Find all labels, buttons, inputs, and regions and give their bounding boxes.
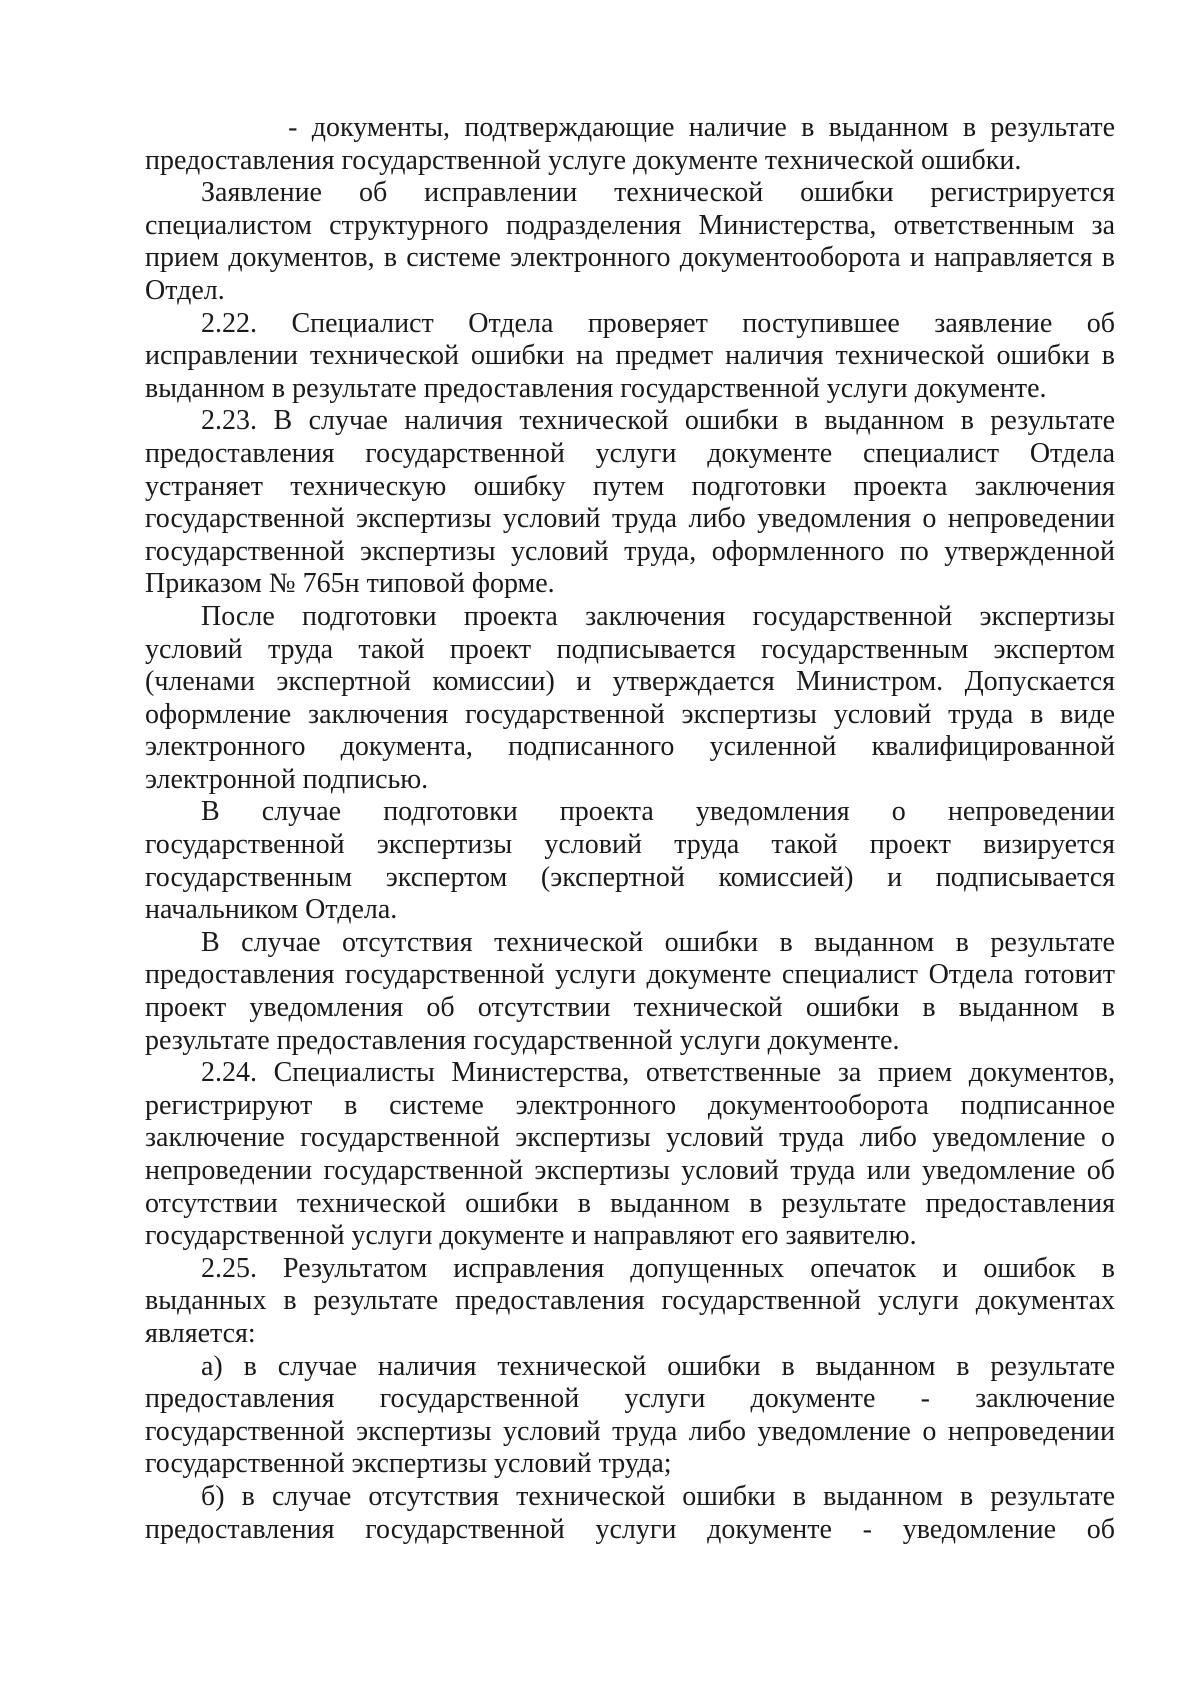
text-line: государственной экспертизы условий труда такой проект визируется — [145, 829, 1115, 861]
text-line: регистрируют в системе электронного документооборота подписанное — [145, 1089, 1115, 1121]
text-line: результате предоставления государственной услуги документе. — [145, 1024, 900, 1056]
paragraph — [145, 405, 1115, 601]
text-line: государственной экспертизы условий труда либо уведомление о непроведении — [145, 1415, 1115, 1447]
text-line: (членами экспертной комиссии) и утверждается Министром. Допускается — [145, 666, 1115, 698]
text-line: 2.23. В случае наличия технической ошибки в выданном в результате — [201, 405, 1115, 437]
paragraph — [145, 927, 1115, 1057]
text-line: проект уведомления об отсутствии технической ошибки в выданном в — [145, 992, 1115, 1024]
paragraph — [145, 1253, 1115, 1351]
text-line: Заявление об исправлении технической ошибки регистрируется — [201, 177, 1115, 209]
paragraph — [145, 1481, 1115, 1546]
text-line: государственной экспертизы условий труда, оформленного по утвержденной — [145, 535, 1115, 567]
text-line: отсутствии технической ошибки в выданном в результате предоставления — [145, 1187, 1115, 1219]
text-line: 2.25. Результатом исправления допущенных опечаток и ошибок в — [201, 1252, 1115, 1284]
text-line: 2.22. Специалист Отдела проверяет поступившее заявление об — [201, 307, 1115, 339]
paragraph — [145, 1057, 1115, 1253]
text-line: начальником Отдела. — [145, 894, 398, 926]
text-line: - документы, подтверждающие наличие в выданном в результате — [145, 112, 1115, 143]
text-line: Приказом № 765н типовой форме. — [145, 568, 555, 600]
text-line: специалистом структурного подразделения Министерства, ответственным за — [145, 209, 1115, 241]
text-line: прием документов, в системе электронного документооборота и направляется в — [145, 242, 1115, 274]
text-line: заключение государственной экспертизы условий труда либо уведомление о — [145, 1122, 1115, 1154]
text-line: выданном в результате предоставления государственной услуги документе. — [145, 372, 1047, 404]
text-line: электронной подписью. — [145, 763, 429, 795]
paragraph — [145, 601, 1115, 797]
text-line: выданных в результате предоставления государственной услуги документах — [145, 1285, 1115, 1317]
text-line: государственной услуги документе и направляют его заявителю. — [145, 1220, 917, 1252]
paragraph — [145, 112, 1115, 177]
text-line: Отдел. — [145, 274, 225, 306]
text-line: является: — [145, 1317, 256, 1349]
text-line: 2.24. Специалисты Министерства, ответственные за прием документов, — [201, 1057, 1115, 1089]
text-line: исправлении технической ошибки на предмет наличия технической ошибки в — [145, 340, 1115, 372]
text-line: государственным экспертом (экспертной комиссией) и подписывается — [145, 861, 1115, 893]
text-line: В случае отсутствия технической ошибки в выданном в результате — [201, 926, 1115, 958]
paragraph — [145, 1351, 1115, 1481]
text-line: непроведении государственной экспертизы условий труда или уведомление об — [145, 1155, 1115, 1186]
text-line: предоставления государственной услуги документе - заключение — [145, 1383, 1115, 1415]
paragraph — [145, 177, 1115, 307]
paragraph — [145, 796, 1115, 926]
text-line: В случае подготовки проекта уведомления о непроведении — [201, 796, 1115, 828]
text-line: предоставления государственной услуги документе специалист Отдела — [145, 437, 1115, 469]
text-line: предоставления государственной услуги документе - уведомление об — [145, 1513, 1115, 1545]
text-line: После подготовки проекта заключения государственной экспертизы — [201, 600, 1115, 632]
text-line: государственной экспертизы условий труда либо уведомления о непроведении — [145, 503, 1115, 535]
text-line: электронного документа, подписанного усиленной квалифицированной — [145, 731, 1115, 763]
text-line: устраняет техническую ошибку путем подготовки проекта заключения — [145, 470, 1115, 502]
text-line: государственной экспертизы условий труда; — [145, 1448, 672, 1480]
text-line: а) в случае наличия технической ошибки в выданном в результате — [201, 1350, 1115, 1382]
text-line: условий труда такой проект подписывается государственным экспертом — [145, 633, 1115, 665]
text-line: б) в случае отсутствия технической ошибки в выданном в результате — [201, 1480, 1115, 1512]
text-line: предоставления государственной услуги документе специалист Отдела готовит — [145, 959, 1115, 991]
paragraph — [145, 308, 1115, 406]
text-line: предоставления государственной услуге документе технической ошибки. — [145, 144, 1022, 176]
document-page — [145, 112, 1115, 1546]
text-line: оформление заключения государственной экспертизы условий труда в виде — [145, 698, 1115, 730]
